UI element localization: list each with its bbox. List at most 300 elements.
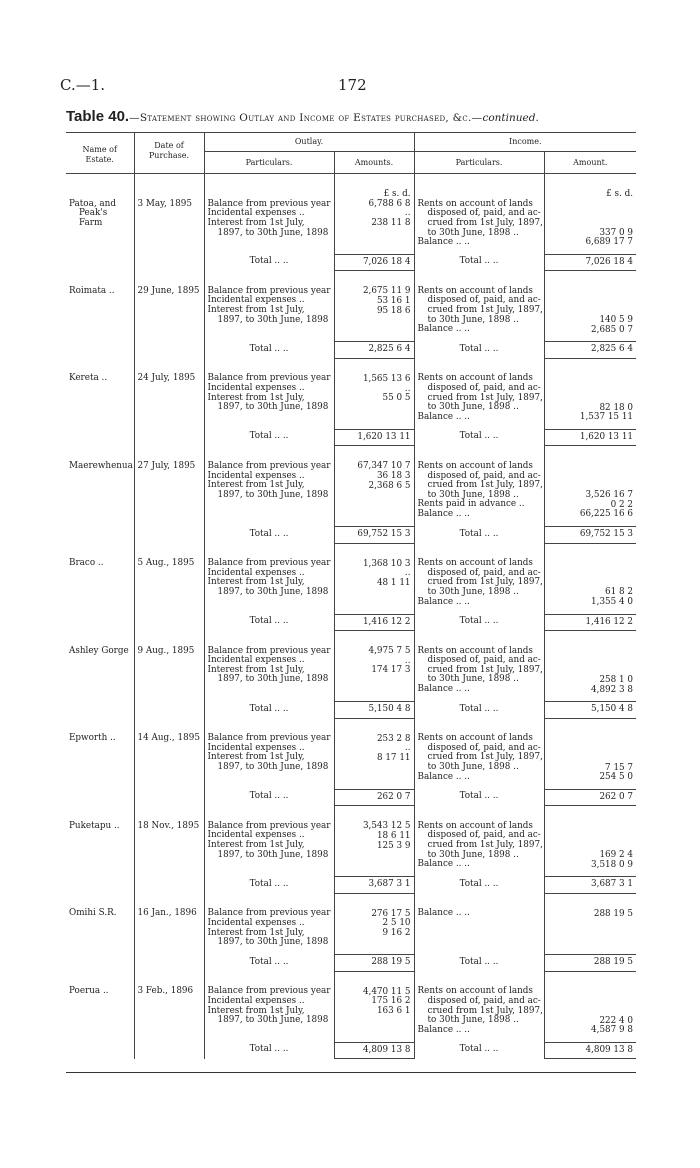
outlay-total: 262 0 7 [334,789,414,806]
income-line: Balance .. .. [417,908,470,919]
income-line: crued from 1st July, 1897, [427,480,543,491]
total-row [66,342,636,359]
income-total-label: Total .. .. [414,527,544,544]
outlay-line: Interest from 1st July, [207,305,305,316]
income-amount [548,375,634,385]
total-row [66,429,636,446]
outlay-line: Incidental expenses .. [207,742,305,753]
income-amount: 4,587 9 8 [591,1025,634,1036]
outlay-amount [338,764,411,774]
total-spacer [66,429,134,446]
income-line: Balance .. .. [417,684,470,695]
income-line: to 30th June, 1898 .. [427,1015,519,1026]
total-row [66,702,636,719]
col-name-of-estate: Name of Estate. [66,133,134,174]
outlay-amounts [334,971,414,1042]
outlay-line: 1897, to 30th June, 1898 [217,674,329,685]
estate-name [66,971,134,1042]
page-header [60,76,635,96]
income-total-label: Total .. .. [414,955,544,972]
income-line: disposed of, paid, and ac- [427,567,541,578]
income-amount: 4,892 3 8 [591,684,634,695]
estate-name-line: Kereta .. [69,373,108,384]
total-spacer [134,789,204,806]
income-total: 2,825 6 4 [544,342,636,359]
outlay-amount: .. [404,655,411,666]
outlay-line: Interest from 1st July, [207,664,305,675]
total-spacer [134,254,204,271]
estate-name [66,446,134,527]
outlay-particulars [204,543,334,614]
income-line: disposed of, paid, and ac- [427,995,541,1006]
outlay-line: 1897, to 30th June, 1898 [217,849,329,860]
income-line: to 30th June, 1898 .. [427,586,519,597]
income-amount: 3,518 0 9 [591,859,634,870]
income-amount: 222 4 0 [599,1015,634,1026]
outlay-amount: 55 0 5 [382,393,411,404]
income-amount: 2,685 0 7 [591,324,634,335]
outlay-line: 1897, to 30th June, 1898 [217,489,329,500]
estate-row [66,893,636,954]
purchase-date-text: 9 Aug., 1895 [137,645,195,656]
outlay-line: 1897, to 30th June, 1898 [217,586,329,597]
outlay-amounts [334,446,414,527]
income-line: Rents paid in advance .. [417,499,525,510]
income-line: Rents on account of lands [417,558,533,569]
outlay-amount [338,491,411,501]
estate-row [66,543,636,614]
outlay-total-label: Total .. .. [204,429,334,446]
page-number: 172 [338,76,367,94]
outlay-amount: 2,675 11 9 [362,286,411,297]
purchase-date-text: 16 Jan., 1896 [137,908,197,919]
outlay-amounts [334,806,414,877]
estate-name-line: Patoa, and [69,198,116,209]
outlay-line: Incidental expenses .. [207,383,305,393]
income-amount [548,569,634,579]
income-amount: 1,537 15 11 [579,412,634,423]
purchase-date [134,631,204,702]
outlay-amount [338,851,411,861]
estate-name [66,543,134,614]
outlay-amount: 67,347 10 7 [357,461,411,472]
total-row [66,789,636,806]
estate-name [66,358,134,429]
income-amount [548,657,634,667]
outlay-amount: 125 3 9 [376,840,411,851]
estate-name [66,631,134,702]
income-amount [548,988,634,998]
estates-table [66,132,636,1059]
income-total: 1,620 13 11 [544,429,636,446]
outlay-amount [338,229,411,239]
outlay-particulars [204,358,334,429]
outlay-line: Incidental expenses .. [207,567,305,578]
outlay-line: Balance from previous year [207,373,331,384]
income-line: crued from 1st July, 1897, [427,840,543,850]
estate-row [66,806,636,877]
total-spacer [134,955,204,972]
outlay-line: Interest from 1st July, [207,392,305,403]
income-amount [548,647,634,657]
income-amounts [544,893,636,954]
income-amount: 254 5 0 [599,772,634,783]
outlay-total: 4,809 13 8 [334,1042,414,1059]
income-amount: 140 5 9 [599,315,634,326]
income-line: Rents on account of lands [417,820,533,831]
outlay-total: 3,687 3 1 [334,877,414,894]
income-line: to 30th June, 1898 .. [427,314,519,325]
outlay-amount: 174 17 3 [371,665,411,676]
purchase-date [134,174,204,255]
income-amount: 0 2 2 [610,499,634,510]
outlay-total: 5,150 4 8 [334,702,414,719]
total-spacer [66,789,134,806]
outlay-amount: 238 11 8 [371,217,411,228]
income-amount: 258 1 0 [599,674,634,685]
purchase-date-text: 29 June, 1895 [137,285,200,296]
income-amounts [544,631,636,702]
outlay-amount [338,1017,411,1027]
outlay-line: Interest from 1st July, [207,577,305,588]
estate-name-line: Poerua .. [69,986,109,997]
income-amount: 3,526 16 7 [585,490,634,501]
estate-name-line: Farm [79,217,103,228]
estate-name [66,893,134,954]
outlay-amount [338,316,411,326]
income-particulars [414,174,544,255]
income-amounts [544,174,636,255]
outlay-total: 2,825 6 4 [334,342,414,359]
estate-name-line: Braco .. [69,558,104,569]
income-total-label: Total .. .. [414,789,544,806]
outlay-amount: .. [404,383,411,394]
income-amount [548,744,634,754]
outlay-total: 288 19 5 [334,955,414,972]
income-particulars [414,543,544,614]
estate-name [66,806,134,877]
outlay-line: 1897, to 30th June, 1898 [217,937,329,948]
outlay-amount: 48 1 11 [376,577,411,588]
income-amount: 7 15 7 [605,762,634,773]
outlay-amount: 175 16 2 [371,996,411,1007]
total-spacer [134,614,204,631]
income-total: 1,416 12 2 [544,614,636,631]
income-amounts [544,718,636,789]
income-line: Balance .. .. [417,596,470,607]
outlay-total-label: Total .. .. [204,527,334,544]
estate-name-line: Ashley Gorge [69,645,129,656]
estate-row [66,174,636,255]
income-line: crued from 1st July, 1897, [427,305,543,316]
total-spacer [134,877,204,894]
income-amount: 6,689 17 7 [585,237,634,248]
estate-name-line: Epworth .. [69,733,116,744]
income-line: Rents on account of lands [417,460,533,471]
table-caption [66,108,636,125]
outlay-amount: 53 16 1 [376,295,411,306]
outlay-line: 1897, to 30th June, 1898 [217,402,329,413]
total-spacer [66,527,134,544]
table-title: —Statement showing Outlay and Income of Estates purchased, &c.— [129,112,483,124]
purchase-date-text: 24 July, 1895 [137,373,196,384]
outlay-amount: 18 6 11 [376,830,411,841]
income-total: 288 19 5 [544,955,636,972]
estate-row [66,358,636,429]
outlay-line: 1897, to 30th June, 1898 [217,314,329,325]
outlay-amount: 1,565 13 6 [362,373,411,384]
outlay-amounts [334,271,414,342]
estate-row [66,446,636,527]
outlay-line: Balance from previous year [207,908,331,919]
purchase-date [134,971,204,1042]
outlay-line: 1897, to 30th June, 1898 [217,227,329,238]
income-total: 7,026 18 4 [544,254,636,271]
income-line: Rents on account of lands [417,733,533,744]
income-line: to 30th June, 1898 .. [427,762,519,773]
purchase-date-text: 18 Nov., 1895 [137,820,200,831]
purchase-date [134,446,204,527]
income-particulars [414,358,544,429]
total-row [66,614,636,631]
outlay-particulars [204,806,334,877]
outlay-amount: 2,368 6 5 [368,480,411,491]
currency-heading: £ s. d. [606,189,634,200]
income-amount: 61 8 2 [605,587,634,598]
outlay-amount: 276 17 5 [371,908,411,919]
estate-name-line: Peak's [79,208,108,219]
income-line: Rents on account of lands [417,373,533,384]
outlay-amount [338,588,411,598]
income-amount [548,297,634,307]
income-particulars [414,718,544,789]
total-spacer [66,614,134,631]
income-amounts [544,971,636,1042]
outlay-total-label: Total .. .. [204,1042,334,1059]
income-line: crued from 1st July, 1897, [427,392,543,403]
outlay-line: Interest from 1st July, [207,752,305,763]
purchase-date-text: 27 July, 1895 [137,460,196,471]
outlay-amount: 1,368 10 3 [362,558,411,569]
income-line: disposed of, paid, and ac- [427,383,541,393]
outlay-total-label: Total .. .. [204,702,334,719]
outlay-total-label: Total .. .. [204,955,334,972]
total-row [66,955,636,972]
income-amount: 288 19 5 [593,908,634,919]
income-total: 4,809 13 8 [544,1042,636,1059]
total-row [66,877,636,894]
income-amount [548,822,634,832]
outlay-amounts [334,174,414,255]
total-spacer [134,527,204,544]
income-amount [548,735,634,745]
income-particulars [414,446,544,527]
outlay-particulars [204,718,334,789]
total-spacer [134,702,204,719]
outlay-amount [338,404,411,414]
outlay-amount: .. [404,568,411,579]
outlay-amounts [334,718,414,789]
outlay-amounts [334,631,414,702]
outlay-amount: 163 6 1 [376,1006,411,1017]
purchase-date [134,718,204,789]
outlay-line: Interest from 1st July, [207,480,305,491]
income-amount [548,462,634,472]
continued-label: continued. [482,112,539,124]
income-particulars [414,631,544,702]
income-line: disposed of, paid, and ac- [427,830,541,841]
estate-name-line: Puketapu .. [69,820,120,831]
outlay-particulars [204,631,334,702]
income-line: Balance .. .. [417,324,470,335]
purchase-date [134,893,204,954]
outlay-line: 1897, to 30th June, 1898 [217,762,329,773]
outlay-line: Balance from previous year [207,733,331,744]
income-line: disposed of, paid, and ac- [427,208,541,219]
purchase-date-text: 14 Aug., 1895 [137,733,200,744]
income-line: disposed of, paid, and ac- [427,470,541,481]
income-amount [548,560,634,570]
total-row [66,1042,636,1059]
purchase-date [134,543,204,614]
income-amount: 169 2 4 [599,850,634,861]
income-amount [548,832,634,842]
income-line: Balance .. .. [417,411,470,422]
col-outlay: Outlay. [204,133,414,152]
outlay-total-label: Total .. .. [204,877,334,894]
estate-name [66,718,134,789]
outlay-line: Interest from 1st July, [207,840,305,850]
purchase-date-text: 5 Aug., 1895 [137,558,195,569]
purchase-date-text: 3 Feb., 1896 [137,986,194,997]
income-amounts [544,358,636,429]
outlay-amount: .. [404,743,411,754]
estate-name [66,271,134,342]
table-number: Table 40. [66,108,130,125]
outlay-particulars [204,971,334,1042]
outlay-amounts [334,893,414,954]
income-particulars [414,806,544,877]
total-spacer [134,342,204,359]
income-amount: 66,225 16 6 [579,509,634,520]
outlay-amount: .. [404,208,411,219]
outlay-total-label: Total .. .. [204,789,334,806]
income-total: 5,150 4 8 [544,702,636,719]
outlay-amount: 4,470 11 5 [362,986,411,997]
total-row [66,527,636,544]
outlay-particulars [204,446,334,527]
estate-name [66,174,134,255]
income-line: Balance .. .. [417,771,470,782]
purchase-date [134,271,204,342]
income-line: to 30th June, 1898 .. [427,227,519,238]
income-total-label: Total .. .. [414,254,544,271]
outlay-total-label: Total .. .. [204,614,334,631]
income-amounts [544,806,636,877]
outlay-line: Incidental expenses .. [207,655,305,666]
outlay-particulars [204,174,334,255]
outlay-amount: 2 5 10 [382,918,411,929]
income-line: crued from 1st July, 1897, [427,752,543,763]
outlay-line: Incidental expenses .. [207,470,305,481]
income-amounts [544,446,636,527]
outlay-line: Balance from previous year [207,986,331,997]
outlay-amount: 253 2 8 [376,733,411,744]
income-line: to 30th June, 1898 .. [427,674,519,685]
purchase-date [134,806,204,877]
income-line: disposed of, paid, and ac- [427,295,541,306]
income-particulars [414,971,544,1042]
currency-heading: £ s. d. [383,189,411,200]
income-total-label: Total .. .. [414,614,544,631]
income-amount [548,287,634,297]
income-amount: 82 18 0 [599,402,634,413]
income-amount: 337 0 9 [599,227,634,238]
outlay-amount [338,939,411,949]
total-row [66,254,636,271]
outlay-line: Balance from previous year [207,460,331,471]
total-spacer [66,702,134,719]
income-amount [548,472,634,482]
outlay-line: Incidental expenses .. [207,208,305,219]
outlay-line: Incidental expenses .. [207,995,305,1006]
income-total-label: Total .. .. [414,877,544,894]
outlay-line: Interest from 1st July, [207,1005,305,1016]
outlay-amount: 36 18 3 [376,471,411,482]
income-line: Balance .. .. [417,1024,470,1035]
income-total-label: Total .. .. [414,342,544,359]
outlay-line: Balance from previous year [207,285,331,296]
outlay-line: Balance from previous year [207,558,331,569]
outlay-amounts [334,358,414,429]
income-total: 3,687 3 1 [544,877,636,894]
income-amount [548,209,634,219]
purchase-date-text: 3 May, 1895 [137,198,192,209]
income-line: Rents on account of lands [417,198,533,209]
outlay-particulars [204,271,334,342]
income-line: disposed of, paid, and ac- [427,655,541,666]
outlay-amount: 4,975 7 5 [368,646,411,657]
income-line: Rents on account of lands [417,285,533,296]
col-income: Income. [414,133,636,152]
income-line: crued from 1st July, 1897, [427,577,543,588]
income-line: Balance .. .. [417,237,470,248]
col-outlay-amounts: Amounts. [334,151,414,174]
outlay-line: Balance from previous year [207,645,331,656]
col-income-particulars: Particulars. [414,151,544,174]
total-spacer [66,877,134,894]
income-line: Balance .. .. [417,859,470,870]
total-spacer [66,1042,134,1059]
income-amounts [544,271,636,342]
income-total: 262 0 7 [544,789,636,806]
estate-row [66,271,636,342]
purchase-date [134,358,204,429]
total-spacer [66,955,134,972]
total-spacer [66,254,134,271]
outlay-line: Interest from 1st July, [207,927,305,938]
income-amount [548,997,634,1007]
income-line: crued from 1st July, 1897, [427,217,543,228]
income-line: crued from 1st July, 1897, [427,1005,543,1016]
income-line: to 30th June, 1898 .. [427,849,519,860]
outlay-total: 69,752 15 3 [334,527,414,544]
income-total-label: Total .. .. [414,702,544,719]
estate-row [66,718,636,789]
income-line: crued from 1st July, 1897, [427,664,543,675]
outlay-line: Incidental expenses .. [207,917,305,928]
income-line: Balance .. .. [417,508,470,519]
